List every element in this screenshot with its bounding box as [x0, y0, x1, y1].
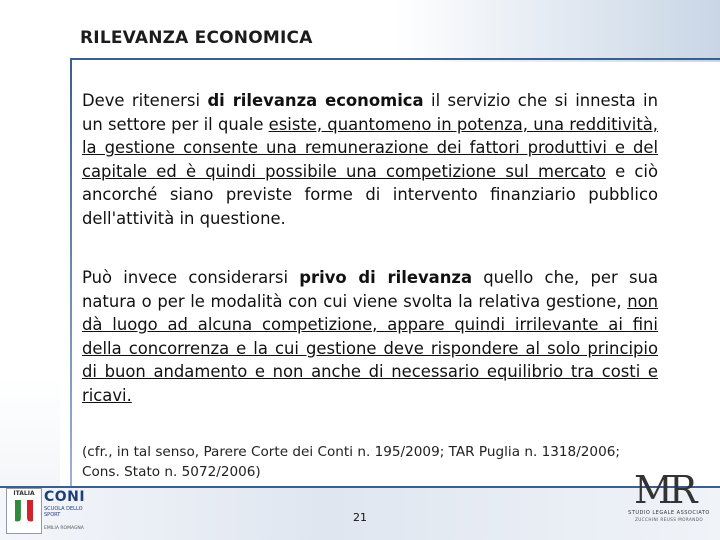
left-decor-band: [0, 0, 60, 540]
left-rule: [70, 58, 72, 488]
page-number: 21: [353, 511, 367, 524]
p1-text: Deve ritenersi: [82, 91, 208, 110]
p2-text: quello che, per sua natura o per le modalità con cui viene svolta la relativa gestione,: [82, 268, 658, 311]
coni-region: EMILIA ROMAGNA: [44, 526, 84, 531]
mr-studio-name: STUDIO LEGALE ASSOCIATO: [628, 510, 710, 516]
coni-logo: [4, 486, 94, 538]
paragraph-no-relevance: [82, 266, 658, 407]
paragraph-economic-relevance: [82, 89, 658, 230]
footer-rule: [0, 486, 720, 488]
italia-shield-icon: [6, 488, 42, 534]
p1-underlined: esiste, quantomeno in potenza, una redditività, la gestione consente una remunerazione dei fattori produttivi e del capitale ed è quindi possibile una competizione sul mercato: [82, 114, 658, 181]
p2-underlined: non dà luogo ad alcuna competizione, appare quindi irrilevante ai fini della concorrenza e la cui gestione deve rispondere al solo principio di buon andamento e non anche di necessario equilibrio tra costi e ricavi.: [82, 291, 658, 405]
p1-text: e ciò ancorché siano previste forme di intervento finanziario pubblico dell'attività in questione.: [82, 161, 658, 228]
citation-line: Cons. Stato n. 5072/2006): [82, 464, 261, 480]
coni-name: CONI: [44, 489, 86, 505]
slide-title: RILEVANZA ECONOMICA: [80, 28, 313, 48]
p1-text: il servizio che si innesta in un settore per il quale: [82, 91, 658, 134]
citation-line: (cfr., in tal senso, Parere Corte dei Conti n. 195/2009; TAR Puglia n. 1318/2006;: [82, 444, 620, 460]
p2-text: Può invece considerarsi: [82, 268, 300, 287]
mr-studio-logo: [620, 468, 716, 538]
mr-monogram: MR: [634, 468, 694, 512]
citation: [82, 442, 682, 482]
mr-partners: ZUCCHINI REUSS MORANDO: [634, 517, 704, 522]
header-rule: [70, 58, 720, 60]
p1-bold: di rilevanza economica: [207, 91, 424, 110]
coni-country-label: ITALIA: [13, 490, 35, 497]
italian-flag-icon: [14, 499, 34, 527]
coni-subtitle: SCUOLA DELLO SPORT: [44, 506, 83, 518]
p2-bold: privo di rilevanza: [299, 268, 472, 287]
